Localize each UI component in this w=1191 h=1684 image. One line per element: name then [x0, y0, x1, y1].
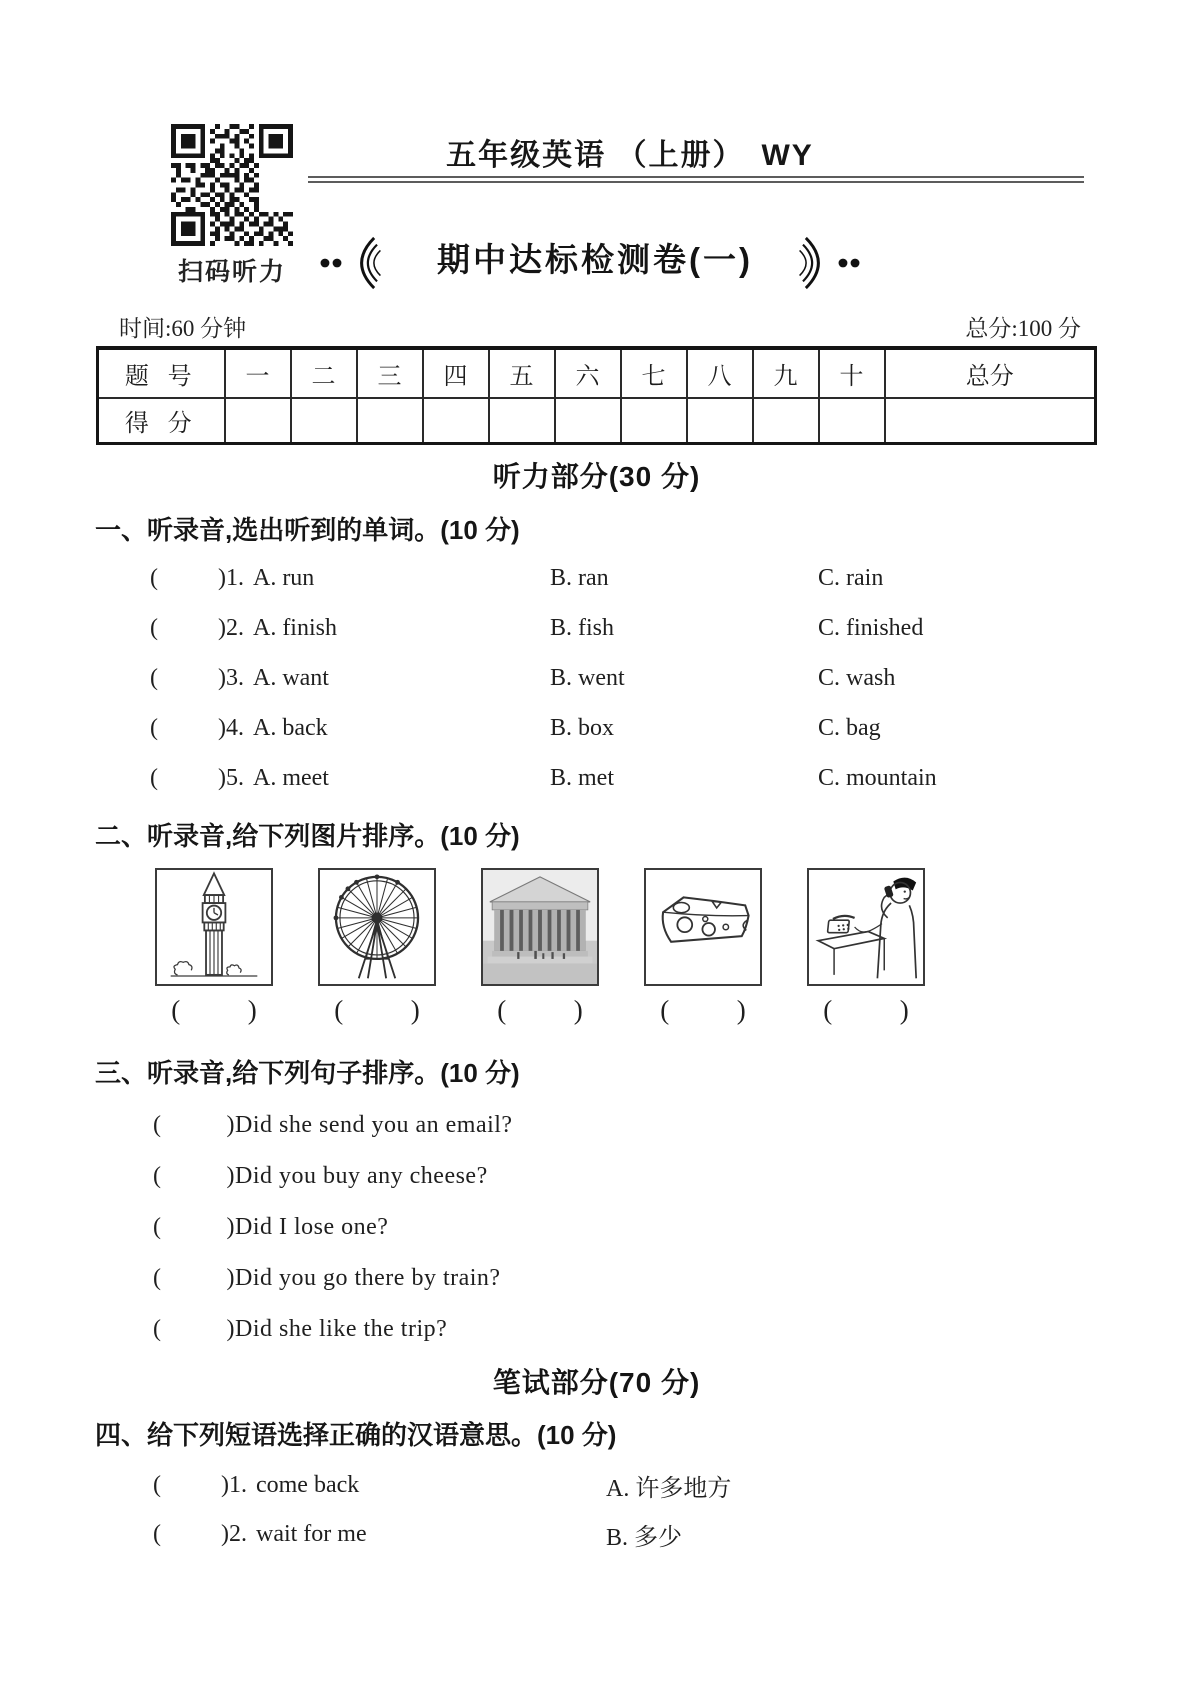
sentence-text: Did she like the trip?	[234, 1316, 448, 1342]
qr-block	[170, 124, 294, 288]
answer-slot: ( )	[334, 995, 420, 1025]
qr-code-icon	[171, 124, 293, 246]
score-col-header: 总分	[885, 348, 1096, 398]
sentence-text: Did you buy any cheese?	[234, 1163, 488, 1189]
sentence-order-row	[95, 1253, 1098, 1304]
score-table	[96, 346, 1097, 445]
option-a: A. run	[252, 564, 315, 591]
time-limit: 时间:60 分钟	[119, 316, 247, 341]
answer-slot: ( )	[150, 564, 226, 591]
answer-slot: ( )	[150, 764, 226, 791]
picture-order-row	[95, 868, 1098, 988]
word-choice-row	[95, 603, 1098, 653]
option-c: C. rain	[818, 564, 884, 591]
sentence-text: Did you go there by train?	[234, 1265, 501, 1291]
double-rule	[308, 176, 1084, 183]
option-b: B. met	[550, 764, 614, 791]
sentence-text: Did I lose one?	[234, 1214, 389, 1240]
meaning-option: B. 多少	[606, 1525, 683, 1551]
section1-heading: 一、听录音,选出听到的单词。(10 分)	[95, 515, 520, 545]
phrase-match-row	[95, 1461, 1098, 1510]
row-label: 题 号	[98, 348, 225, 398]
option-a: A. meet	[252, 764, 329, 791]
score-blank-cell	[555, 398, 621, 443]
score-col-header: 二	[291, 348, 357, 398]
section4-items	[95, 1461, 1098, 1559]
cheese-icon	[646, 870, 760, 984]
question-number: 5.	[225, 764, 244, 791]
sound-wave-left-icon	[318, 236, 384, 290]
picture-answer-slots	[95, 995, 1098, 1029]
score-blank-cell	[225, 398, 291, 443]
score-blank-cell	[753, 398, 819, 443]
option-c: C. finished	[818, 614, 924, 641]
score-col-header: 三	[357, 348, 423, 398]
answer-slot: ( )	[497, 995, 583, 1025]
sentence-order-row	[95, 1100, 1098, 1151]
paper-title: 期中达标检测卷(一)	[437, 241, 753, 278]
word-choice-row	[95, 753, 1098, 803]
total-score: 总分:100 分	[965, 316, 1081, 341]
picture-museum	[481, 868, 599, 986]
picture-big-ben	[155, 868, 273, 986]
sound-wave-right-icon	[796, 236, 862, 290]
written-part-title: 笔试部分(70 分)	[492, 1367, 701, 1398]
answer-slot: ( )	[153, 1265, 235, 1291]
option-b: B. box	[550, 714, 615, 741]
question-number: 3.	[225, 664, 244, 691]
option-b: B. ran	[550, 564, 609, 591]
phrase-text: wait for me	[255, 1521, 367, 1547]
option-c: C. wash	[818, 664, 896, 691]
row-label: 得 分	[98, 398, 225, 443]
sentence-order-row	[95, 1151, 1098, 1202]
option-c: C. bag	[818, 714, 881, 741]
sentence-order-row	[95, 1202, 1098, 1253]
sentence-text: Did she send you an email?	[234, 1112, 513, 1138]
word-choice-row	[95, 553, 1098, 603]
answer-slot: ( )	[660, 995, 746, 1025]
question-number: 1.	[225, 564, 244, 591]
score-col-header: 七	[621, 348, 687, 398]
score-blank-cell	[687, 398, 753, 443]
answer-phone-icon	[809, 870, 923, 984]
book-title: 五年级英语 （上册） WY	[446, 139, 814, 172]
meaning-option: A. 许多地方	[606, 1476, 732, 1502]
answer-slot: ( )	[823, 995, 909, 1025]
sentence-order-row	[95, 1304, 1098, 1355]
museum-icon	[483, 870, 597, 984]
answer-slot: ( )	[171, 995, 257, 1025]
picture-answer-phone	[807, 868, 925, 986]
score-blank-cell	[423, 398, 489, 443]
section2-heading: 二、听录音,给下列图片排序。(10 分)	[95, 821, 520, 851]
score-blank-cell	[621, 398, 687, 443]
question-number-row	[98, 348, 1096, 398]
score-col-header: 一	[225, 348, 291, 398]
score-col-header: 十	[819, 348, 885, 398]
answer-slot: ( )	[153, 1521, 229, 1547]
answer-slot: ( )	[150, 664, 226, 691]
answer-slot: ( )	[153, 1316, 235, 1342]
answer-slot: ( )	[153, 1112, 235, 1138]
item-number: 2.	[228, 1521, 247, 1547]
option-a: A. back	[252, 714, 328, 741]
answer-slot: ( )	[153, 1163, 235, 1189]
score-blank-cell	[291, 398, 357, 443]
word-choice-row	[95, 653, 1098, 703]
answer-slot: ( )	[153, 1214, 235, 1240]
listening-part-title: 听力部分(30 分)	[492, 461, 701, 492]
score-col-header: 五	[489, 348, 555, 398]
item-number: 1.	[228, 1472, 247, 1498]
answer-slot: ( )	[150, 614, 226, 641]
qr-caption: 扫码听力	[177, 258, 286, 286]
score-blank-cell	[819, 398, 885, 443]
answer-slot: ( )	[150, 714, 226, 741]
score-col-header: 四	[423, 348, 489, 398]
picture-ferris-wheel	[318, 868, 436, 986]
phrase-text: come back	[255, 1472, 360, 1498]
word-choice-row	[95, 703, 1098, 753]
section1-questions	[95, 553, 1098, 803]
score-col-header: 六	[555, 348, 621, 398]
score-row	[98, 398, 1096, 443]
picture-cheese	[644, 868, 762, 986]
question-number: 2.	[225, 614, 244, 641]
score-blank-cell	[357, 398, 423, 443]
option-b: B. went	[550, 664, 625, 691]
big-ben-icon	[157, 870, 271, 984]
score-blank-cell	[885, 398, 1096, 443]
score-blank-cell	[489, 398, 555, 443]
phrase-match-row	[95, 1510, 1098, 1559]
option-c: C. mountain	[818, 764, 937, 791]
ferris-wheel-icon	[320, 870, 434, 984]
exam-info-row	[119, 310, 1081, 343]
section3-sentences	[95, 1100, 1098, 1355]
option-a: A. want	[252, 664, 329, 691]
score-col-header: 九	[753, 348, 819, 398]
question-number: 4.	[225, 714, 244, 741]
option-b: B. fish	[550, 614, 615, 641]
section4-heading: 四、给下列短语选择正确的汉语意思。(10 分)	[95, 1420, 617, 1450]
section3-heading: 三、听录音,给下列句子排序。(10 分)	[95, 1058, 520, 1088]
answer-slot: ( )	[153, 1472, 229, 1498]
score-col-header: 八	[687, 348, 753, 398]
option-a: A. finish	[252, 614, 337, 641]
